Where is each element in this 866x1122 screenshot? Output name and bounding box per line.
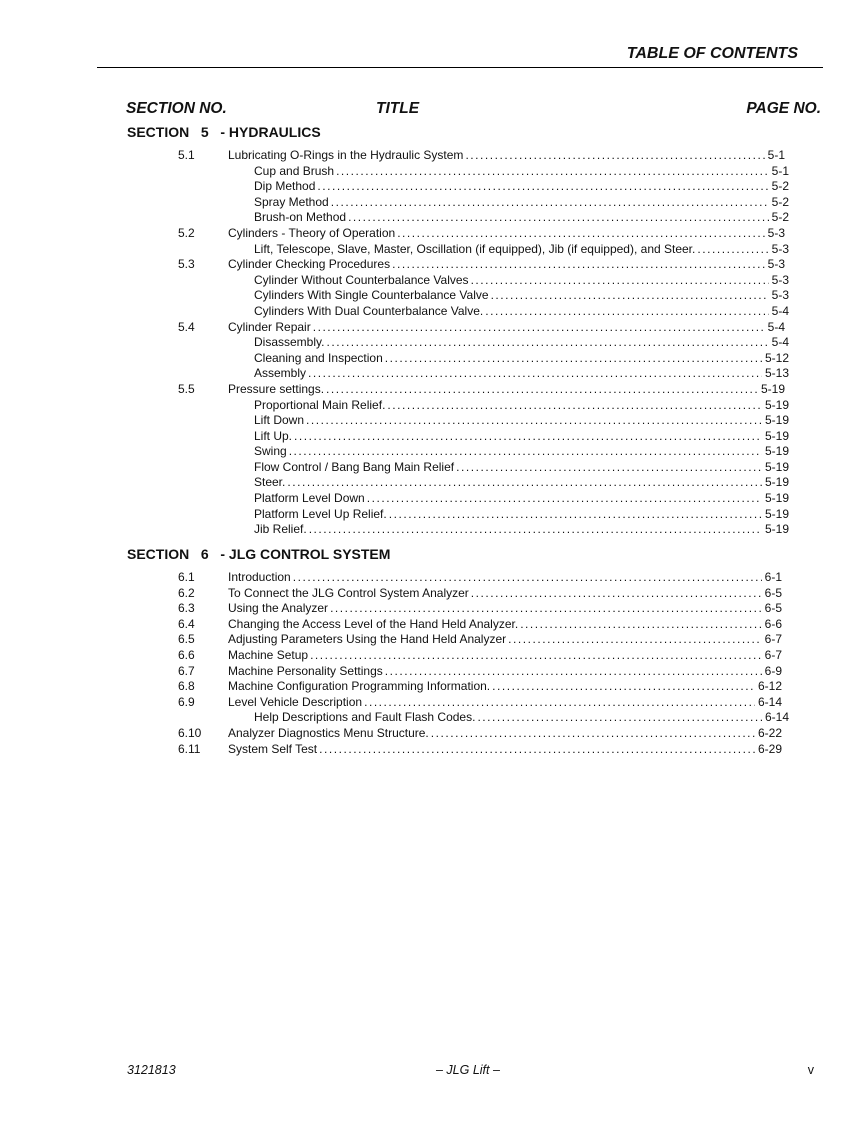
- toc-entry[interactable]: [228, 586, 782, 602]
- toc-entry-title: Platform Level Up Relief.: [254, 506, 387, 521]
- toc-dot-leader: [287, 475, 762, 491]
- toc-dot-leader: [491, 288, 769, 304]
- toc-entry-title: Machine Personality Settings: [228, 663, 383, 678]
- toc-row: [0, 195, 866, 211]
- toc-dot-leader: [477, 710, 762, 726]
- toc-entry-page: 5-2: [771, 194, 789, 209]
- section-6-entries: [0, 570, 866, 757]
- toc-row: [0, 226, 866, 242]
- toc-entry[interactable]: [254, 195, 789, 211]
- toc-dot-leader: [330, 601, 762, 617]
- toc-dot-leader: [313, 320, 765, 336]
- toc-entry-page: 5-19: [764, 444, 789, 459]
- toc-row: [0, 148, 866, 164]
- toc-entry-title: Lift Down: [254, 413, 305, 428]
- toc-entry-number: 5.2: [178, 225, 195, 240]
- toc-row: [0, 632, 866, 648]
- toc-entry-number: 5.1: [178, 148, 195, 162]
- toc-entry-title: Brush-on Method: [254, 210, 347, 225]
- toc-entry-page: 6-5: [764, 585, 782, 600]
- toc-dot-leader: [471, 586, 762, 602]
- toc-entry[interactable]: [254, 475, 789, 491]
- toc-entry-title: Introduction: [228, 570, 291, 584]
- toc-dot-leader: [326, 335, 768, 351]
- toc-row: [0, 664, 866, 680]
- toc-entry[interactable]: [254, 444, 789, 460]
- toc-entry[interactable]: [254, 398, 789, 414]
- toc-entry[interactable]: [228, 617, 782, 633]
- toc-entry-page: 5-12: [764, 350, 789, 365]
- toc-entry-title: Cylinder Checking Procedures: [228, 257, 391, 272]
- toc-row: [0, 242, 866, 258]
- toc-entry-title: Flow Control / Bang Bang Main Relief: [254, 459, 455, 474]
- toc-dot-leader: [389, 507, 762, 523]
- toc-row: [0, 210, 866, 226]
- toc-entry[interactable]: [228, 148, 785, 164]
- toc-row: [0, 288, 866, 304]
- toc-row: [0, 491, 866, 507]
- toc-dot-leader: [465, 148, 764, 164]
- toc-entry[interactable]: [254, 491, 789, 507]
- toc-entry-title: Cylinders With Dual Counterbalance Valve.: [254, 303, 484, 318]
- section-5-label: SECTION 5 - HYDRAULICS: [127, 124, 321, 140]
- toc-entry-page: 5-13: [764, 366, 789, 381]
- toc-entry[interactable]: [254, 335, 789, 351]
- toc-entry-page: 5-1: [767, 148, 785, 162]
- toc-entry[interactable]: [254, 304, 789, 320]
- toc-entry-number: 5.4: [178, 319, 195, 334]
- toc-entry-page: 6-22: [757, 725, 782, 740]
- toc-entry-number: 6.3: [178, 601, 195, 616]
- toc-entry-title: Spray Method: [254, 194, 329, 209]
- toc-entry[interactable]: [254, 460, 789, 476]
- toc-entry-page: 6-12: [757, 679, 782, 694]
- page-header-title: TABLE OF CONTENTS: [626, 45, 798, 62]
- toc-dot-leader: [309, 522, 762, 538]
- toc-entry[interactable]: [254, 179, 789, 195]
- toc-dot-leader: [306, 413, 762, 429]
- toc-entry[interactable]: [254, 413, 789, 429]
- toc-entry[interactable]: [254, 429, 789, 445]
- toc-entry[interactable]: [228, 679, 782, 695]
- toc-row: [0, 335, 866, 351]
- toc-entry-page: 5-4: [771, 335, 789, 350]
- toc-entry-number: 5.5: [178, 381, 195, 396]
- toc-entry-number: 6.8: [178, 679, 195, 694]
- toc-dot-leader: [697, 242, 768, 258]
- footer-brand: – JLG Lift –: [436, 1063, 500, 1077]
- toc-entry-title: Machine Setup: [228, 647, 309, 662]
- toc-entry[interactable]: [254, 522, 789, 538]
- toc-entry-page: 5-3: [767, 225, 785, 240]
- toc-row: [0, 460, 866, 476]
- toc-dot-leader: [367, 491, 762, 507]
- column-heading-page: PAGE NO.: [746, 100, 821, 117]
- toc-entry-title: Machine Configuration Programming Information.: [228, 679, 491, 694]
- toc-entry-page: 5-3: [771, 272, 789, 287]
- toc-dot-leader: [456, 460, 762, 476]
- toc-dot-leader: [289, 444, 762, 460]
- toc-entry-title: Help Descriptions and Fault Flash Codes.: [254, 710, 476, 725]
- toc-entry[interactable]: [254, 210, 789, 226]
- toc-entry[interactable]: [228, 695, 782, 711]
- toc-entry[interactable]: [254, 288, 789, 304]
- toc-entry-title: Assembly: [254, 366, 307, 381]
- toc-entry[interactable]: [228, 632, 782, 648]
- toc-dot-leader: [392, 257, 765, 273]
- toc-entry-page: 5-3: [771, 241, 789, 256]
- toc-entry-number: 6.6: [178, 647, 195, 662]
- toc-entry-title: System Self Test: [228, 741, 318, 756]
- toc-entry-number: 6.11: [178, 741, 201, 756]
- toc-entry[interactable]: [228, 648, 782, 664]
- toc-row: [0, 648, 866, 664]
- toc-entry[interactable]: [228, 257, 785, 273]
- section-6-heading: [127, 546, 390, 562]
- toc-dot-leader: [385, 351, 762, 367]
- footer-doc-number: 3121813: [127, 1063, 176, 1077]
- toc-entry-number: 6.10: [178, 725, 202, 740]
- section-5-heading: [127, 124, 321, 140]
- toc-entry-page: 6-6: [764, 616, 782, 631]
- header-rule: [97, 67, 823, 68]
- toc-entry-page: 6-7: [764, 632, 782, 647]
- toc-entry-title: Pressure settings.: [228, 381, 325, 396]
- toc-entry-number: 6.7: [178, 663, 195, 678]
- toc-entry-page: 5-3: [771, 288, 789, 303]
- toc-dot-leader: [317, 179, 768, 195]
- toc-dot-leader: [336, 164, 769, 180]
- toc-entry-title: Steer.: [254, 475, 286, 490]
- toc-dot-leader: [387, 398, 762, 414]
- toc-row: [0, 601, 866, 617]
- toc-entry-title: Analyzer Diagnostics Menu Structure.: [228, 725, 429, 740]
- toc-entry-page: 6-29: [757, 741, 782, 756]
- toc-entry-page: 5-3: [767, 257, 785, 272]
- toc-dot-leader: [364, 695, 755, 711]
- toc-entry-title: Level Vehicle Description: [228, 694, 363, 709]
- toc-entry-title: Swing: [254, 444, 287, 459]
- section-5-entries: [0, 148, 866, 538]
- toc-entry-page: 5-2: [771, 210, 789, 225]
- toc-row: [0, 742, 866, 758]
- toc-dot-leader: [294, 429, 762, 445]
- toc-entry[interactable]: [228, 601, 782, 617]
- toc-entry-page: 5-4: [771, 303, 789, 318]
- toc-entry-page: 5-1: [771, 163, 789, 178]
- toc-entry-page: 5-19: [764, 522, 789, 537]
- toc-entry-title: Platform Level Down: [254, 491, 365, 506]
- column-heading-section: SECTION NO.: [126, 100, 227, 117]
- toc-row: [0, 679, 866, 695]
- toc-row: [0, 726, 866, 742]
- toc-dot-leader: [308, 366, 762, 382]
- toc-entry-page: 5-19: [764, 397, 789, 412]
- toc-entry[interactable]: [254, 273, 789, 289]
- toc-entry-title: Cylinder Repair: [228, 319, 311, 334]
- toc-dot-leader: [492, 679, 755, 695]
- toc-dot-leader: [326, 382, 758, 398]
- toc-dot-leader: [331, 195, 769, 211]
- toc-row: [0, 570, 866, 586]
- toc-entry-number: 6.5: [178, 632, 195, 647]
- toc-dot-leader: [471, 273, 769, 289]
- toc-row: [0, 320, 866, 336]
- toc-row: [0, 398, 866, 414]
- toc-entry-title: Dip Method: [254, 179, 316, 194]
- toc-entry-number: 6.4: [178, 616, 195, 631]
- toc-row: [0, 413, 866, 429]
- toc-entry-title: Lubricating O-Rings in the Hydraulic System: [228, 148, 464, 162]
- toc-entry-page: 5-2: [771, 179, 789, 194]
- toc-entry-page: 5-4: [767, 319, 785, 334]
- toc-row: [0, 304, 866, 320]
- toc-row: [0, 351, 866, 367]
- toc-row: [0, 382, 866, 398]
- toc-entry-page: 5-19: [764, 475, 789, 490]
- toc-entry-title: To Connect the JLG Control System Analyzer: [228, 585, 469, 600]
- toc-entry-title: Disassembly.: [254, 335, 325, 350]
- toc-entry-page: 6-14: [764, 710, 789, 725]
- toc-entry-title: Using the Analyzer: [228, 601, 329, 616]
- toc-entry-number: 6.2: [178, 585, 195, 600]
- toc-entry-title: Jib Relief.: [254, 522, 307, 537]
- toc-dot-leader: [319, 742, 755, 758]
- toc-entry[interactable]: [228, 226, 785, 242]
- toc-row: [0, 617, 866, 633]
- toc-entry-number: 6.9: [178, 694, 195, 709]
- toc-row: [0, 507, 866, 523]
- toc-entry-page: 5-19: [764, 413, 789, 428]
- toc-entry[interactable]: [228, 726, 782, 742]
- toc-row: [0, 366, 866, 382]
- toc-entry-page: 6-5: [764, 601, 782, 616]
- toc-entry[interactable]: [228, 742, 782, 758]
- toc-dot-leader: [431, 726, 755, 742]
- section-6-label: SECTION 6 - JLG CONTROL SYSTEM: [127, 546, 391, 562]
- toc-entry[interactable]: [228, 382, 785, 398]
- toc-entry-page: 6-1: [764, 570, 782, 584]
- toc-entry-page: 6-7: [764, 647, 782, 662]
- toc-dot-leader: [310, 648, 762, 664]
- toc-dot-leader: [520, 617, 761, 633]
- column-heading-title: TITLE: [376, 100, 420, 117]
- toc-entry[interactable]: [254, 366, 789, 382]
- toc-entry[interactable]: [228, 664, 782, 680]
- toc-row: [0, 164, 866, 180]
- toc-row: [0, 522, 866, 538]
- toc-entry-page: 5-19: [764, 506, 789, 521]
- toc-dot-leader: [385, 664, 762, 680]
- toc-dot-leader: [348, 210, 769, 226]
- toc-entry-title: Cylinders - Theory of Operation: [228, 225, 396, 240]
- toc-entry[interactable]: [254, 710, 789, 726]
- toc-row: [0, 429, 866, 445]
- toc-entry-page: 5-19: [764, 428, 789, 443]
- toc-row: [0, 586, 866, 602]
- toc-row: [0, 710, 866, 726]
- toc-row: [0, 273, 866, 289]
- toc-entry[interactable]: [254, 242, 789, 258]
- toc-entry-title: Changing the Access Level of the Hand Held Analyzer.: [228, 616, 519, 631]
- toc-entry-title: Lift Up.: [254, 428, 293, 443]
- toc-entry-page: 5-19: [764, 459, 789, 474]
- toc-entry[interactable]: [254, 507, 789, 523]
- toc-entry[interactable]: [228, 570, 782, 586]
- toc-dot-leader: [293, 570, 762, 586]
- toc-entry-title: Proportional Main Relief.: [254, 397, 386, 412]
- toc-entry-title: Adjusting Parameters Using the Hand Held Analyzer: [228, 632, 507, 647]
- toc-dot-leader: [508, 632, 762, 648]
- toc-entry-title: Cylinder Without Counterbalance Valves: [254, 272, 469, 287]
- toc-entry[interactable]: [228, 320, 785, 336]
- toc-row: [0, 695, 866, 711]
- toc-entry[interactable]: [254, 351, 789, 367]
- toc-entry-title: Lift, Telescope, Slave, Master, Oscillation (if equipped), Jib (if equipped), and Steer.: [254, 241, 696, 256]
- toc-entry-page: 6-9: [764, 663, 782, 678]
- toc-row: [0, 179, 866, 195]
- toc-entry-title: Cup and Brush: [254, 163, 335, 178]
- toc-row: [0, 475, 866, 491]
- toc-row: [0, 444, 866, 460]
- footer-page-number: v: [807, 1063, 814, 1077]
- toc-entry-number: 6.1: [178, 570, 195, 584]
- toc-entry-title: Cylinders With Single Counterbalance Valve: [254, 288, 489, 303]
- toc-entry-page: 5-19: [764, 491, 789, 506]
- toc-entry-page: 6-14: [757, 694, 782, 709]
- toc-entry[interactable]: [254, 164, 789, 180]
- toc-entry-page: 5-19: [760, 381, 785, 396]
- toc-dot-leader: [485, 304, 768, 320]
- toc-entry-title: Cleaning and Inspection: [254, 350, 383, 365]
- toc-entry-number: 5.3: [178, 257, 195, 272]
- toc-row: [0, 257, 866, 273]
- toc-dot-leader: [397, 226, 764, 242]
